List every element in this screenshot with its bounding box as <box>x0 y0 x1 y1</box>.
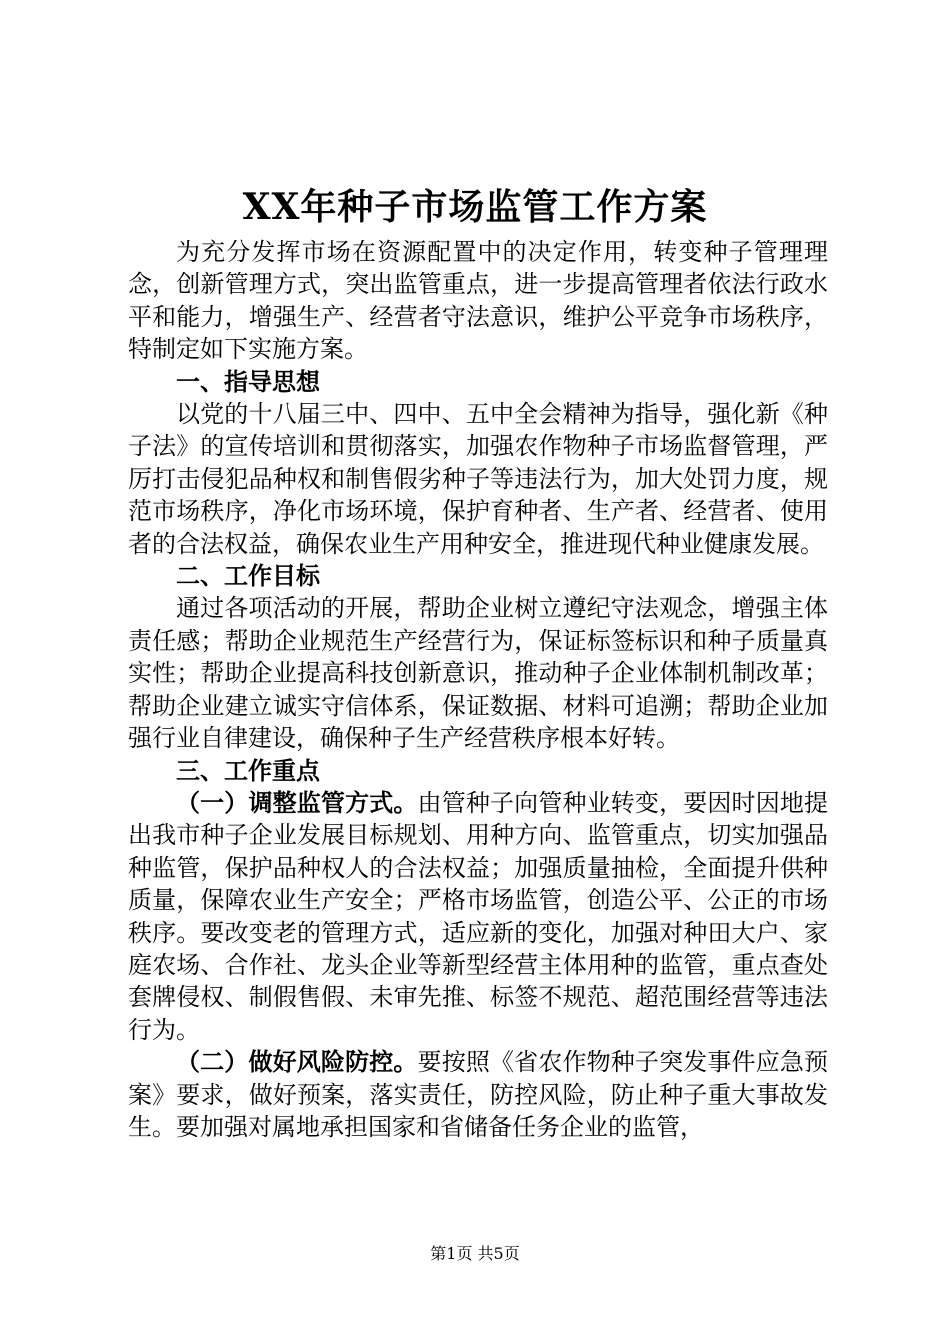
section-heading-work-focus: 三、工作重点 <box>176 755 320 785</box>
document-title: XX年种子市场监管工作方案 <box>242 186 708 228</box>
document-body <box>128 236 828 1143</box>
focus-item-risk-control <box>128 1046 828 1143</box>
focus-item-text: 由管种子向管种业转变，要因时因地提出我市种子企业发展目标规划、用种方向、监管重点，切实加强品种监管，保护品种权人的合法权益；加强质量抽检，全面提升供种质量，保障农业生产安全；严格市场监管，创造公平、公正的市场秩序。要改变老的管理方式，适应新的变化，加强对种田大户、家庭农场、合作社、龙头企业等新型经营主体用种的监管，重点查处套牌侵权、制假售假、未审先推、标签不规范、超范围经营等违法行为。 <box>128 788 829 1044</box>
section-paragraph-work-goals: 通过各项活动的开展，帮助企业树立遵纪守法观念，增强主体责任感；帮助企业规范生产经营行为，保证标签标识和种子质量真实性；帮助企业提高科技创新意识，推动种子企业体制机制改革；帮助企业建立诚实守信体系，保证数据、材料可追溯；帮助企业加强行业自律建设，确保种子生产经营秩序根本好转。 <box>128 594 828 753</box>
focus-item-text: 要按照《省农作物种子突发事件应急预案》要求，做好预案，落实责任，防控风险，防止种子重大事故发生。要加强对属地承担国家和省储备任务企业的监管， <box>128 1048 829 1141</box>
focus-item-lead: （二）做好风险防控。 <box>176 1047 418 1077</box>
intro-paragraph: 为充分发挥市场在资源配置中的决定作用，转变种子管理理念，创新管理方式，突出监管重点，进一步提高管理者依法行政水平和能力，增强生产、经营者守法意识，维护公平竞争市场秩序，特制定如下实施方案。 <box>128 238 828 364</box>
focus-item-adjust-supervision <box>128 787 828 1046</box>
page-number-footer: 第1页 共5页 <box>430 1244 520 1263</box>
section-heading-work-goals: 二、工作目标 <box>176 561 320 591</box>
focus-item-lead: （一）调整监管方式。 <box>176 787 418 817</box>
section-paragraph-guiding-ideology: 以党的十八届三中、四中、五中全会精神为指导，强化新《种子法》的宣传培训和贯彻落实，加强农作物种子市场监督管理，严厉打击侵犯品种权和制售假劣种子等违法行为，加大处罚力度，规范市场秩序，净化市场环境，保护育种者、生产者、经营者、使用者的合法权益，确保农业生产用种安全，推进现代种业健康发展。 <box>128 400 828 558</box>
section-heading-guiding-ideology: 一、指导思想 <box>176 366 320 396</box>
